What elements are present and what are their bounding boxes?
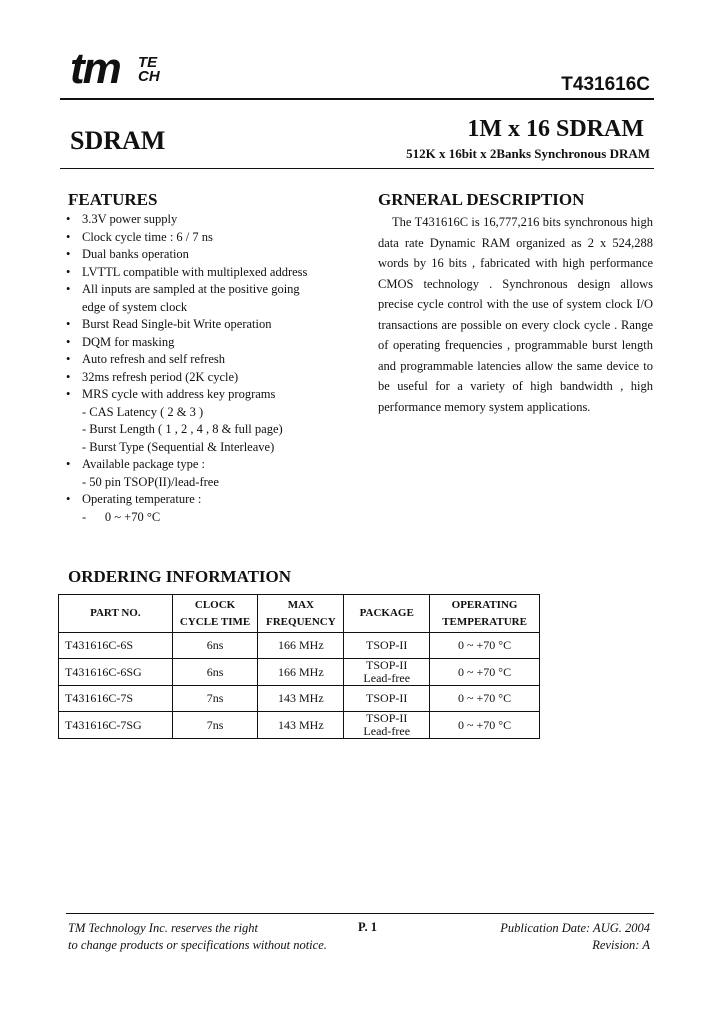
title-rule — [60, 168, 654, 169]
features-list — [66, 211, 366, 526]
footer-disclaimer — [68, 920, 327, 954]
temperature-cell: 0 ~ +70 °C — [430, 712, 540, 739]
footer-publication-info — [500, 920, 650, 954]
logo-ch-text: CH — [138, 68, 160, 85]
table-row — [59, 712, 540, 739]
package-cell: TSOP-II Lead-free — [344, 659, 430, 686]
feature-item: • Available package type : — [66, 456, 366, 474]
feature-item: • Burst Read Single-bit Write operation — [66, 316, 366, 334]
company-logo — [70, 44, 180, 96]
part-number-cell: T431616C-6SG — [59, 659, 173, 686]
footer-rule — [66, 913, 654, 914]
feature-item: • All inputs are sampled at the positive going — [66, 281, 366, 299]
feature-item: • MRS cycle with address key programs — [66, 386, 366, 404]
package-cell: TSOP-II — [344, 686, 430, 712]
feature-item: • 32ms refresh period (2K cycle) — [66, 369, 366, 387]
feature-item: • Dual banks operation — [66, 246, 366, 264]
frequency-cell: 143 MHz — [258, 712, 344, 739]
cycle-time-cell: 7ns — [172, 686, 258, 712]
cycle-time-cell: 6ns — [172, 659, 258, 686]
feature-subitem: - Burst Length ( 1 , 2 , 4 , 8 & full page) — [82, 422, 283, 436]
table-row — [59, 686, 540, 712]
feature-item: • DQM for masking — [66, 334, 366, 352]
frequency-cell: 166 MHz — [258, 659, 344, 686]
package-cell: TSOP-II Lead-free — [344, 712, 430, 739]
temperature-cell: 0 ~ +70 °C — [430, 686, 540, 712]
logo-tm-text: tm — [70, 44, 120, 93]
ordering-table — [58, 594, 540, 739]
feature-subitem: - 50 pin TSOP(II)/lead-free — [82, 474, 219, 489]
column-header: PART NO. — [59, 595, 173, 633]
feature-subitem: - Burst Type (Sequential & Interleave) — [82, 439, 275, 454]
column-header: PACKAGE — [344, 595, 430, 633]
ordering-heading: ORDERING INFORMATION — [68, 567, 292, 586]
logo-te-text: TE — [138, 54, 158, 71]
part-number-cell: T431616C-6S — [59, 633, 173, 659]
temperature-cell: 0 ~ +70 °C — [430, 659, 540, 686]
header-rule — [60, 98, 654, 100]
feature-subitem: - 0 ~ +70 °C — [82, 509, 161, 524]
table-row — [59, 659, 540, 686]
frequency-cell: 143 MHz — [258, 686, 344, 712]
publication-date: Publication Date: AUG. 2004 — [500, 921, 650, 935]
feature-item-continuation: edge of system clock — [82, 299, 188, 314]
feature-subitem: - CAS Latency ( 2 & 3 ) — [82, 404, 204, 419]
feature-item: • 3.3V power supply — [66, 211, 366, 229]
frequency-cell: 166 MHz — [258, 633, 344, 659]
temperature-cell: 0 ~ +70 °C — [430, 633, 540, 659]
column-header: MAX FREQUENCY — [258, 595, 344, 633]
cycle-time-cell: 6ns — [172, 633, 258, 659]
table-row — [59, 633, 540, 659]
feature-item: • Auto refresh and self refresh — [66, 351, 366, 369]
feature-item: • LVTTL compatible with multiplexed address — [66, 264, 366, 282]
part-number-cell: T431616C-7S — [59, 686, 173, 712]
column-header: OPERATING TEMPERATURE — [430, 595, 540, 633]
product-title: 1M x 16 SDRAM — [467, 116, 644, 142]
package-cell: TSOP-II — [344, 633, 430, 659]
revision: Revision: A — [592, 938, 650, 952]
general-description-text: The T431616C is 16,777,216 bits synchronous high data rate Dynamic RAM organized as 2 x 524,288 words by 16 bits , fabricated with high performance CMOS technology . Synchronous design allows precise cycle control with the use of system clock I/O transactions are possible on every clock cycle . Range of operating frequencies , programmable burst length and programmable latencies allow the same device to be useful for a variety of high bandwidth , high performance memory system applications. — [378, 215, 653, 414]
ordering-header-row — [59, 595, 540, 633]
general-description-heading: GRNERAL DESCRIPTION — [378, 190, 585, 209]
column-header: CLOCK CYCLE TIME — [172, 595, 258, 633]
cycle-time-cell: 7ns — [172, 712, 258, 739]
part-number-cell: T431616C-7SG — [59, 712, 173, 739]
feature-item: • Clock cycle time : 6 / 7 ns — [66, 229, 366, 247]
footer-disclaimer-line: to change products or specifications without notice. — [68, 938, 327, 952]
footer-disclaimer-line: TM Technology Inc. reserves the right — [68, 921, 259, 935]
doc-category-title: SDRAM — [70, 126, 166, 155]
product-subtitle: 512K x 16bit x 2Banks Synchronous DRAM — [406, 146, 650, 161]
features-heading: FEATURES — [68, 190, 158, 209]
page-number: P. 1 — [358, 920, 377, 934]
header-part-number: T431616C — [561, 74, 650, 95]
feature-item: • Operating temperature : — [66, 491, 366, 509]
